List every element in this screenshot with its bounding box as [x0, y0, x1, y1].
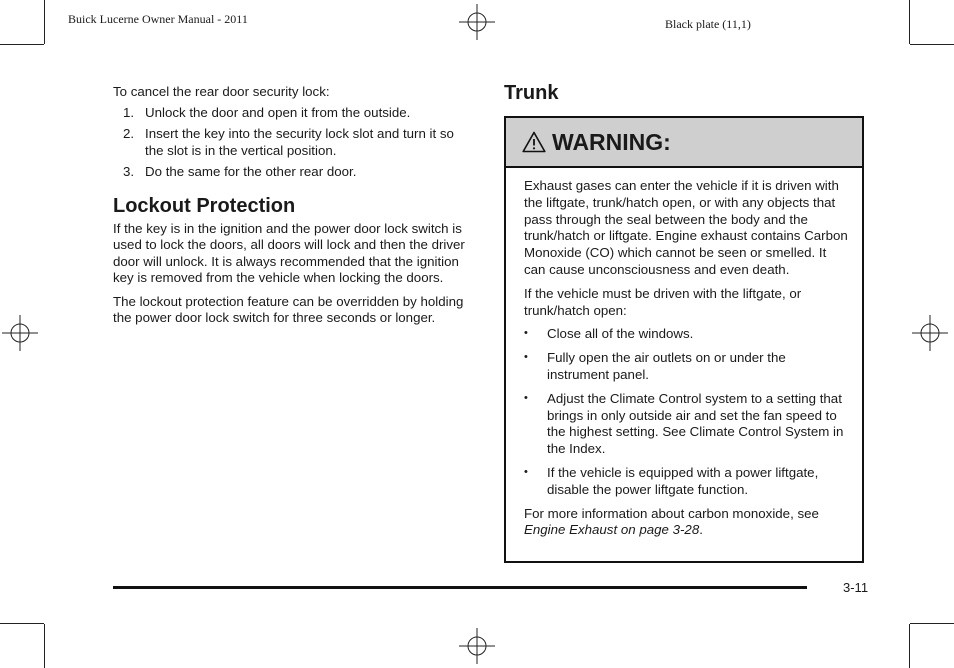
left-column: [113, 84, 475, 327]
trunk-heading: Trunk: [504, 82, 559, 104]
bullet-text: Close all of the windows.: [547, 326, 694, 342]
step-number: 1.: [123, 104, 135, 120]
step-number: 3.: [123, 164, 135, 179]
security-lock-intro: To cancel the rear door security lock:: [113, 84, 330, 99]
warning-triangle-icon: [522, 131, 546, 153]
bullet-icon: •: [524, 391, 528, 404]
crop-mark: [910, 623, 954, 624]
list-item: [524, 350, 848, 384]
registration-mark-icon: [459, 628, 495, 664]
list-item: [524, 465, 848, 499]
list-item: [113, 164, 475, 181]
lockout-paragraph-2: The lockout protection feature can be overridden by holding the power door lock switch for three seconds or longer.: [113, 293, 464, 325]
crop-mark: [44, 624, 45, 668]
crop-mark: [910, 44, 954, 45]
reference-period: .: [699, 522, 703, 538]
list-item: [524, 326, 848, 343]
registration-mark-icon: [459, 4, 495, 40]
registration-mark-icon: [2, 315, 38, 351]
step-number: 2.: [123, 126, 135, 141]
footer-rule: [113, 586, 807, 589]
bullet-icon: •: [524, 465, 528, 478]
engine-exhaust-cross-reference: Engine Exhaust on page 3-28: [524, 522, 700, 538]
list-item: [113, 126, 475, 159]
crop-mark: [909, 0, 910, 44]
security-lock-steps: [113, 105, 475, 181]
step-text: Do the same for the other rear door.: [145, 164, 357, 179]
warning-box: [504, 116, 864, 563]
warning-label: WARNING:: [552, 128, 671, 155]
bullet-text: Fully open the air outlets on or under the instrument panel.: [547, 350, 786, 382]
crop-mark: [909, 624, 910, 668]
warning-paragraph-1: Exhaust gases can enter the vehicle if it is driven with the liftgate, trunk/hatch open, or with any objects that pass through the seal between the body and the trunk/hatch or liftgate. Engine exhaust contains Carbon Monoxide (CO) which cannot be seen or smelled. It can cause unconsciousness and even death.: [524, 178, 848, 277]
carbon-monoxide-reference-text: For more information about carbon monoxide, see: [524, 505, 819, 521]
crop-mark: [44, 0, 45, 44]
page-number: 3-11: [843, 580, 869, 595]
step-text: Insert the key into the security lock slot and turn it so the slot is in the vertical position.: [145, 126, 454, 158]
running-header-title: Buick Lucerne Owner Manual - 2011: [68, 12, 248, 26]
warning-paragraph-2: If the vehicle must be driven with the liftgate, or trunk/hatch open:: [524, 285, 802, 318]
list-item: [524, 391, 848, 458]
plate-label: Black plate (11,1): [665, 17, 751, 31]
warning-header: [506, 118, 862, 168]
bullet-icon: •: [524, 351, 528, 364]
crop-mark: [0, 44, 44, 45]
bullet-text: If the vehicle is equipped with a power liftgate, disable the power liftgate function.: [547, 464, 819, 497]
crop-mark: [0, 623, 44, 624]
lockout-protection-heading: Lockout Protection: [113, 194, 296, 217]
warning-paragraph-3: [524, 506, 848, 540]
warning-body: [506, 168, 862, 539]
bullet-text: Adjust the Climate Control system to a setting that brings in only outside air and set the fan speed to the highest setting. See Climate Control System in the Index.: [547, 390, 844, 457]
warning-bullet-list: [524, 326, 848, 498]
step-text: Unlock the door and open it from the outside.: [145, 104, 411, 120]
lockout-paragraph-1: If the key is in the ignition and the power door lock switch is used to lock the doors, all doors will lock and then the driver door will unlock. It is always recommended that the ignition key is removed from the vehicle when locking the doors.: [113, 220, 465, 285]
registration-mark-icon: [912, 315, 948, 351]
list-item: [113, 105, 475, 122]
bullet-icon: •: [524, 327, 528, 340]
